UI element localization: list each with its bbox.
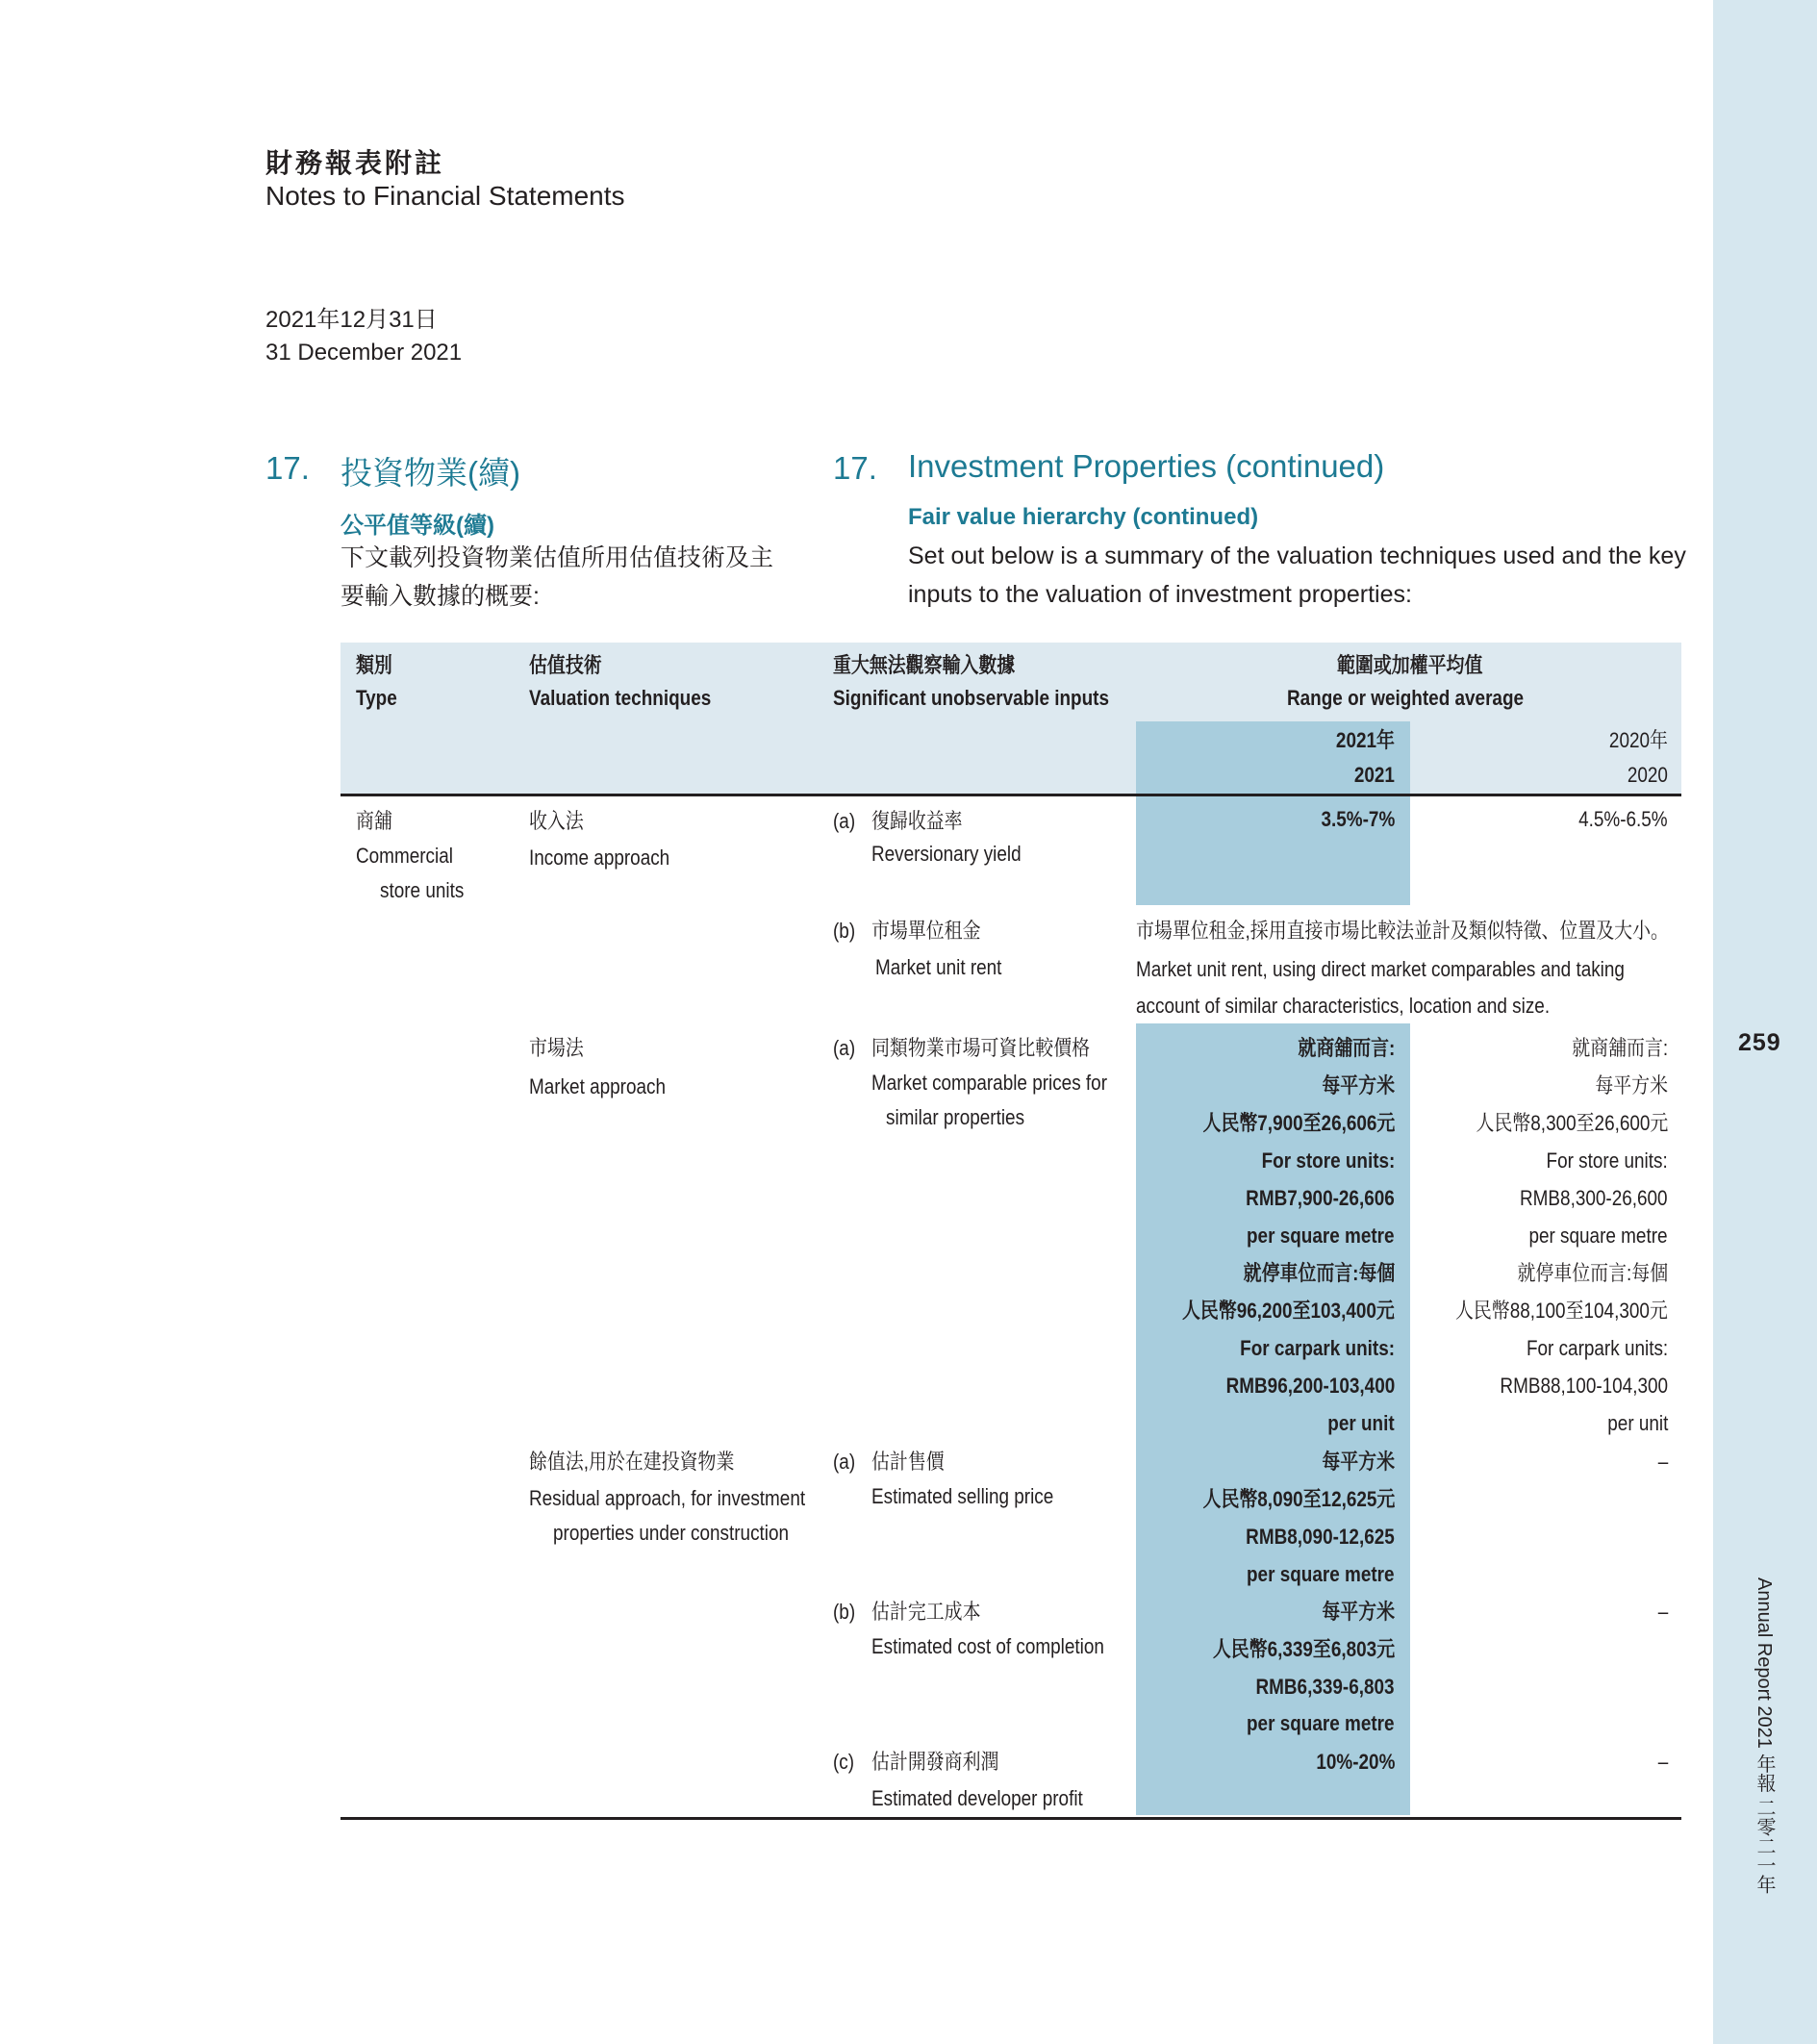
income-a-2020: 4.5%-6.5% xyxy=(1578,807,1668,831)
market-2020-line: For store units: xyxy=(1546,1148,1668,1173)
residual-a-2020: – xyxy=(1657,1450,1668,1474)
subtitle-zh: 公平值等級(續) xyxy=(341,513,494,539)
market-2020-line: per unit xyxy=(1606,1411,1668,1435)
intro-zh-1: 下文載列投資物業估值所用估值技術及主 xyxy=(341,544,774,571)
market-a-letter: (a) xyxy=(833,1036,856,1060)
market-2020-line: 就商舖而言: xyxy=(1572,1036,1668,1060)
residual-c-2021: 10%-20% xyxy=(1315,1750,1395,1774)
market-a-en-1: Market comparable prices for xyxy=(871,1071,1108,1095)
residual-c-2020: – xyxy=(1657,1750,1668,1774)
market-a-en-2: similar properties xyxy=(886,1105,1025,1129)
market-2020-line: 人民幣88,100至104,300元 xyxy=(1455,1299,1668,1323)
header-title-zh: 財務報表附註 xyxy=(265,147,445,179)
bottom-rule xyxy=(341,1817,1681,1820)
head-range-en: Range or weighted average xyxy=(1287,686,1525,710)
residual-zh: 餘值法,用於在建投資物業 xyxy=(529,1450,735,1474)
subtitle-en: Fair value hierarchy (continued) xyxy=(908,504,1259,530)
market-2021-line: 就停車位而言:每個 xyxy=(1243,1261,1395,1285)
section-number-zh: 17. xyxy=(265,450,310,486)
income-b-letter: (b) xyxy=(833,919,856,943)
residual-c-zh: 估計開發商利潤 xyxy=(871,1750,999,1774)
income-b-desc-en-2: account of similar characteristics, location and size. xyxy=(1136,994,1551,1018)
market-2021-line: 就商舖而言: xyxy=(1298,1036,1395,1060)
section-title-zh: 投資物業(續) xyxy=(341,455,520,491)
residual-b-2021-line: 每平方米 xyxy=(1322,1600,1395,1624)
residual-a-letter: (a) xyxy=(833,1450,856,1474)
income-b-desc-en-1: Market unit rent, using direct market comparables and taking xyxy=(1136,957,1625,981)
income-a-en: Reversionary yield xyxy=(871,842,1022,866)
head-2021: 2021 xyxy=(1353,763,1395,787)
residual-b-2021-line: per square metre xyxy=(1247,1711,1395,1735)
date-zh: 2021年12月31日 xyxy=(265,307,438,333)
income-zh: 收入法 xyxy=(529,809,584,833)
market-2020-line: RMB8,300-26,600 xyxy=(1520,1186,1668,1210)
residual-a-2021-line: 人民幣8,090至12,625元 xyxy=(1202,1487,1395,1511)
market-zh: 市場法 xyxy=(529,1036,584,1060)
income-en: Income approach xyxy=(529,845,670,870)
market-2020-line: 就停車位而言:每個 xyxy=(1517,1261,1668,1285)
intro-en-2: inputs to the valuation of investment properties: xyxy=(908,581,1412,608)
income-a-2021: 3.5%-7% xyxy=(1321,807,1395,831)
income-b-zh: 市場單位租金 xyxy=(871,919,981,943)
head-2020-zh: 2020年 xyxy=(1608,728,1668,752)
type-en-1: Commercial xyxy=(356,844,453,868)
type-en-2: store units xyxy=(380,878,465,902)
residual-a-2021-line: RMB8,090-12,625 xyxy=(1246,1525,1395,1549)
residual-b-2020: – xyxy=(1657,1600,1668,1624)
market-2021-line: per unit xyxy=(1327,1411,1395,1435)
head-range-zh: 範圍或加權平均值 xyxy=(1337,653,1483,677)
income-a-letter: (a) xyxy=(833,809,856,833)
residual-en-1: Residual approach, for investment xyxy=(529,1486,806,1510)
header-rule xyxy=(341,794,1681,796)
head-type-zh: 類別 xyxy=(356,653,392,677)
market-2020-line: per square metre xyxy=(1528,1224,1668,1248)
income-b-en: Market unit rent xyxy=(875,955,1002,979)
residual-a-en: Estimated selling price xyxy=(871,1484,1054,1508)
market-2020-line: 人民幣8,300至26,600元 xyxy=(1476,1111,1668,1135)
head-2021-zh: 2021年 xyxy=(1335,728,1395,752)
market-2021-line: For carpark units: xyxy=(1240,1336,1395,1360)
residual-c-en: Estimated developer profit xyxy=(871,1786,1083,1810)
residual-en-2: properties under construction xyxy=(553,1521,790,1545)
market-2021-line: 人民幣7,900至26,606元 xyxy=(1202,1111,1395,1135)
head-tech-en: Valuation techniques xyxy=(529,686,712,710)
market-2021-line: 人民幣96,200至103,400元 xyxy=(1182,1299,1395,1323)
residual-b-2021-line: 人民幣6,339至6,803元 xyxy=(1212,1637,1395,1661)
residual-b-2021-line: RMB6,339-6,803 xyxy=(1255,1675,1395,1699)
section-number-en: 17. xyxy=(833,450,877,486)
market-en: Market approach xyxy=(529,1074,666,1098)
head-inputs-en: Significant unobservable inputs xyxy=(833,686,1109,710)
residual-b-letter: (b) xyxy=(833,1600,856,1624)
date-en: 31 December 2021 xyxy=(265,340,463,366)
market-2021-line: RMB7,900-26,606 xyxy=(1246,1186,1395,1210)
section-title-en: Investment Properties (continued) xyxy=(908,448,1385,484)
residual-c-letter: (c) xyxy=(833,1750,855,1774)
residual-a-zh: 估計售價 xyxy=(871,1450,945,1474)
intro-en-1: Set out below is a summary of the valuation techniques used and the key xyxy=(908,543,1686,569)
market-2021-line: For store units: xyxy=(1261,1148,1395,1173)
head-tech-zh: 估值技術 xyxy=(529,653,602,677)
residual-a-2021-line: per square metre xyxy=(1247,1562,1395,1586)
market-2020-line: RMB88,100-104,300 xyxy=(1500,1374,1668,1398)
valuation-table xyxy=(341,643,1681,1821)
head-2020: 2020 xyxy=(1627,763,1668,787)
income-a-zh: 復歸收益率 xyxy=(871,809,963,833)
head-inputs-zh: 重大無法觀察輸入數據 xyxy=(833,653,1016,677)
intro-zh-2: 要輸入數據的概要: xyxy=(341,583,540,610)
header-title-en: Notes to Financial Statements xyxy=(265,181,625,211)
report-label: Annual Report 2021 年報 二零二一年 xyxy=(1754,1577,1775,1895)
residual-a-2021-line: 每平方米 xyxy=(1322,1450,1395,1474)
page-number: 259 xyxy=(1738,1029,1781,1056)
type-zh: 商舖 xyxy=(356,809,392,833)
market-2021-line: per square metre xyxy=(1247,1224,1395,1248)
head-type-en: Type xyxy=(356,686,397,710)
residual-b-en: Estimated cost of completion xyxy=(871,1634,1104,1658)
income-b-desc-zh: 市場單位租金,採用直接市場比較法並計及類似特徵、位置及大小。 xyxy=(1136,919,1669,943)
residual-b-zh: 估計完工成本 xyxy=(871,1600,981,1624)
market-2020-line: For carpark units: xyxy=(1526,1336,1668,1360)
market-2021-line: RMB96,200-103,400 xyxy=(1225,1374,1395,1398)
market-2021-line: 每平方米 xyxy=(1322,1073,1395,1098)
market-a-zh: 同類物業市場可資比較價格 xyxy=(871,1036,1091,1060)
market-2020-line: 每平方米 xyxy=(1595,1073,1668,1098)
